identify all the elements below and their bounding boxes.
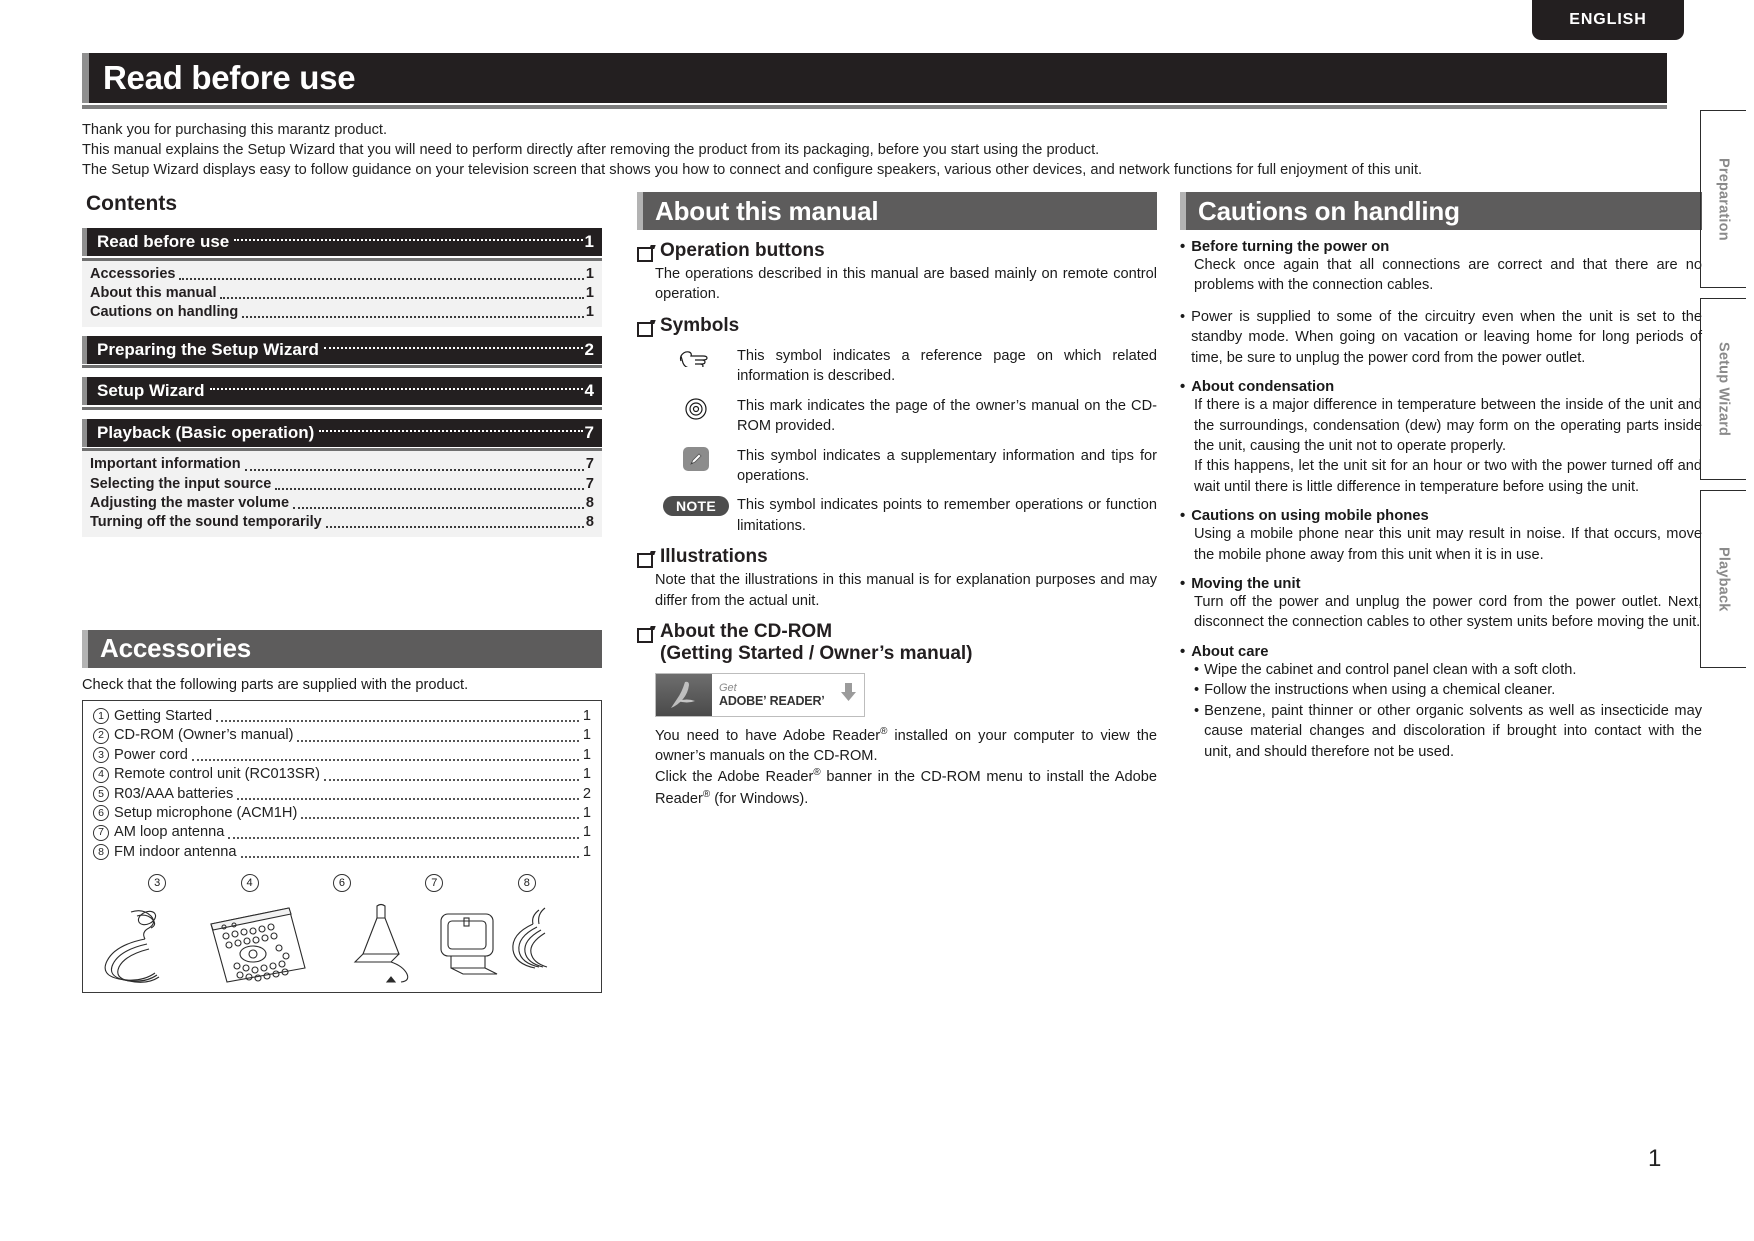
symbol-row-tip [655,446,1157,487]
column-right [1180,192,1702,773]
accessory-item [93,746,591,765]
caution-title: Cautions on using mobile phones [1191,508,1429,525]
caution-subitem [1194,701,1702,762]
toc-subentry-label: Important information [90,456,241,473]
symbol-cdrom-text: This mark indicates the page of the owner’s manual on the CD-ROM provided. [737,397,1157,435]
toc-subentry-page: 7 [585,475,594,492]
operation-buttons-text: The operations described in this manual are based mainly on remote control operation. [655,266,1157,303]
item-qty: 1 [582,804,591,821]
cdrom-p2-b: banner in the CD-ROM menu to install the Adobe Reader [655,769,1157,807]
symbol-row-reference [655,346,1157,387]
page-number: 1 [1648,1145,1662,1172]
caution-subitem [1194,660,1702,680]
item-qty: 1 [582,727,591,744]
toc-subentry-page: 1 [585,303,594,320]
language-tab-label: ENGLISH [1569,11,1647,28]
caution-item [1180,379,1702,497]
intro-line-2: This manual explains the Setup Wizard that you will need to perform directly after removing the product from its packaging, before you start using the product. [82,142,1100,159]
toc-subentry-label: About this manual [90,284,217,301]
cdrom-paragraph-1 [655,725,1157,767]
adobe-pdf-icon [656,674,712,716]
cautions-heading: Cautions on handling [1198,195,1460,226]
accessory-item [93,804,591,823]
accessory-item [93,785,591,804]
symbols-title: Symbols [660,314,740,336]
leader-dots [326,526,584,528]
operation-buttons-heading [637,240,1157,262]
about-manual-heading: About this manual [655,195,879,226]
illustrations-heading [637,546,1157,568]
accessory-item [93,726,591,745]
toc-entry-read-before-use[interactable] [82,228,602,256]
caution-body: Check once again that all connections are correct and that there are no problems with the connection cables. [1194,257,1702,294]
caution-body: Power is supplied to some of the circuitry even when the unit is set to the standby mode. When going on vacation or leaving home for long periods of time, be sure to unplug the power cord from the power outlet. [1191,308,1702,366]
toc-subentry-label: Turning off the sound temporarily [90,513,322,530]
toc-rule [82,365,602,368]
bullet-icon: • [1180,643,1186,660]
cd-disc-icon [655,396,737,421]
registered-mark: ® [880,725,888,737]
toc-subentry-page: 8 [585,513,594,530]
note-badge: NOTE [663,496,729,516]
leader-dots [275,488,584,490]
pointing-hand-icon [655,346,737,367]
leader-dots [324,347,583,349]
column-left [82,192,602,993]
toc-block [82,377,602,410]
toc-entry-page: 1 [584,232,594,251]
illustration-number: 3 [148,874,166,892]
accessories-box [82,700,602,993]
toc-subentry[interactable] [90,265,594,284]
pencil-tip-icon [683,447,709,471]
cdrom-paragraph-2 [655,766,1157,809]
item-number: 6 [93,805,109,821]
page-title [82,53,1667,109]
accessory-item [93,765,591,784]
leader-dots [241,856,579,858]
fm-indoor-antenna-icon [513,908,547,968]
toc-block [82,228,602,327]
leader-dots [216,720,579,722]
toc-entry-label: Playback (Basic operation) [97,422,315,442]
caution-subitem-text: Follow the instructions when using a chemical cleaner. [1204,682,1556,699]
accessory-item [93,823,591,842]
bullet-icon: • [1180,239,1186,255]
language-tab [1532,0,1684,40]
bullet-icon: • [1180,576,1186,593]
registered-mark: ® [813,767,821,779]
illustration-artwork [93,896,591,984]
cdrom-p2-c: (for Windows). [710,790,809,807]
symbol-row-note [655,495,1157,536]
toc-subentry-page: 1 [585,284,594,301]
registered-mark: ® [702,788,711,800]
toc-subentry[interactable] [90,455,594,474]
bullet-icon: • [1194,702,1200,719]
toc-subentry-page: 7 [585,456,594,473]
toc-subentry-page: 8 [585,494,594,511]
leader-dots [245,469,584,471]
caution-item [1180,307,1702,368]
setup-microphone-icon [355,905,408,983]
about-manual-section-header [637,192,1157,230]
item-label: Remote control unit (RC013SR) [114,766,321,783]
toc-entry-label: Read before use [97,232,230,251]
symbols-heading [637,315,1157,337]
leader-dots [228,837,579,839]
bullet-icon: • [1180,379,1186,396]
caution-subitem [1194,680,1702,700]
item-qty: 1 [582,766,591,783]
item-label: Setup microphone (ACM1H) [114,804,298,821]
bullet-icon: • [1180,508,1186,525]
illustration-number: 7 [425,874,443,892]
leader-dots [293,507,584,509]
caution-item [1180,239,1702,296]
accessories-section-header [82,630,602,668]
item-label: Power cord [114,746,188,763]
leader-dots [301,817,579,819]
cdrom-title-line1: About the CD-ROM [660,621,833,643]
item-label: Getting Started [114,707,213,724]
toc-subentry-page: 1 [585,265,594,282]
cautions-section-header [1180,192,1702,230]
toc-entry-playback[interactable] [82,419,602,447]
page-title-rule [82,105,1667,109]
symbol-row-cdrom [655,396,1157,437]
contents-heading: Contents [82,192,183,218]
caution-subitem-text: Benzene, paint thinner or other organic solvents as well as insecticide may cause material changes and discoloration if brought into contact with the unit, and should therefore not be used. [1204,702,1702,760]
caution-title: About condensation [1191,379,1335,396]
illustration-number: 8 [518,874,536,892]
cdrom-heading [637,621,1157,665]
item-number: 8 [93,844,109,860]
leader-dots [179,278,583,280]
item-qty: 1 [582,707,591,724]
leader-dots [297,740,578,742]
bullet-icon: • [1194,682,1200,699]
square-bullet-icon [637,628,653,643]
accessories-artwork-svg [93,896,563,984]
caution-title: About care [1191,643,1269,660]
toc-subentry[interactable] [90,513,594,532]
bullet-icon: • [1194,661,1200,678]
item-label: FM indoor antenna [114,843,237,860]
leader-dots [319,430,582,432]
adobe-get-label: Get [719,681,737,694]
page-title-text: Read before use [103,59,356,96]
toc-subentry[interactable] [90,475,594,494]
accessory-item [93,707,591,726]
symbol-tip-text: This symbol indicates a supplementary information and tips for operations. [737,447,1157,484]
cdrom-p1-b: installed on your computer to view the owner’s manuals on the CD-ROM. [655,727,1157,765]
illustration-number: 6 [333,874,351,892]
toc-entry-label: Preparing the Setup Wizard [97,339,319,359]
bullet-icon: • [1180,308,1186,325]
accessories-illustration [93,874,591,984]
caution-body: Turn off the power and unplug the power cord from the power outlet. Next, disconnect the connection cables to other system units before moving the unit. [1194,594,1702,631]
toc-entry-label: Setup Wizard [97,381,205,401]
leader-dots [220,297,583,299]
download-arrow-icon [840,682,857,707]
leader-dots [192,759,579,761]
symbol-note-text: This symbol indicates points to remember operations or function limitations. [737,497,1157,534]
adobe-reader-label: ADOBEʼ READERʼ [719,693,825,708]
intro-line-1: Thank you for purchasing this marantz product. [82,122,388,138]
cdrom-p1-a: You need to have Adobe Reader [655,727,881,744]
leader-dots [237,798,579,800]
illustrations-title: Illustrations [660,546,768,568]
am-loop-antenna-icon [441,914,497,974]
leader-dots [242,316,584,318]
toc-rule [82,407,602,410]
caution-title: Before turning the power on [1191,239,1390,255]
item-qty: 1 [582,824,591,841]
toc-entry-page: 2 [584,339,594,359]
adobe-reader-banner[interactable] [655,673,865,717]
column-middle [637,192,1157,809]
caution-body-2: If this happens, let the unit sit for an hour or two with the power turned off and wait until there is little difference in temperature before using the unit. [1194,458,1702,495]
toc-entry-preparing-setup-wizard[interactable] [82,336,602,364]
page-title-bar [82,53,1667,103]
toc-subentry-label: Adjusting the master volume [90,494,290,511]
toc-subentry[interactable] [90,494,594,513]
item-number: 5 [93,786,109,802]
toc-entry-page: 4 [584,381,594,401]
toc-sublist [82,261,602,327]
item-label: CD-ROM (Owner’s manual) [114,727,294,744]
toc-block [82,336,602,369]
caution-item [1180,576,1702,633]
leader-dots [210,388,583,390]
side-tab-rail [1700,110,1746,678]
illustration-number-row [93,874,591,892]
square-bullet-icon [637,247,653,262]
side-tab-label: Playback [1715,546,1732,612]
square-bullet-icon [637,553,653,568]
item-number: 4 [93,767,109,783]
toc-block [82,419,602,537]
toc-entry-page: 7 [584,422,594,442]
toc-subentry-label: Cautions on handling [90,303,239,320]
side-tab-setup-wizard[interactable] [1700,298,1746,480]
item-qty: 1 [582,843,591,860]
item-number: 7 [93,825,109,841]
square-bullet-icon [637,322,653,337]
illustration-number: 4 [241,874,259,892]
accessories-heading: Accessories [100,633,252,664]
toc-entry-setup-wizard[interactable] [82,377,602,405]
item-label: AM loop antenna [114,824,225,841]
caution-title: Moving the unit [1191,576,1301,593]
toc-subentry[interactable] [90,303,594,322]
symbol-reference-text: This symbol indicates a reference page on which related information is described. [737,347,1157,385]
caution-subitem-text: Wipe the cabinet and control panel clean with a soft cloth. [1204,661,1577,678]
toc-subentry-label: Accessories [90,265,176,282]
power-cord-icon [105,909,159,983]
illustrations-text: Note that the illustrations in this manual is for explanation purposes and may differ from the actual unit. [655,572,1157,609]
side-tab-playback[interactable] [1700,490,1746,668]
operation-buttons-title: Operation buttons [660,240,825,261]
accessory-item [93,843,591,862]
toc-sublist [82,451,602,537]
toc-subentry[interactable] [90,284,594,303]
side-tab-preparation[interactable] [1700,110,1746,288]
item-qty: 1 [582,746,591,763]
leader-dots [324,779,579,781]
accessories-lead-text: Check that the following parts are supplied with the product. [82,676,469,693]
cdrom-title-line2: (Getting Started / Owner’s manual) [660,642,973,664]
toc-subentry-label: Selecting the input source [90,475,272,492]
leader-dots [234,239,582,241]
item-label: R03/AAA batteries [114,785,234,802]
side-tab-label: Preparation [1715,157,1732,241]
item-qty: 2 [582,785,591,802]
intro-line-3: The Setup Wizard displays easy to follow guidance on your television screen that shows you how to connect and configure speakers, various other devices, and network functions for full enjoyment of this unit. [82,162,1423,179]
item-number: 3 [93,747,109,763]
caution-item [1180,644,1702,762]
intro-paragraph [82,120,1672,180]
item-number: 2 [93,728,109,744]
caution-body: Using a mobile phone near this unit may result in noise. If that occurs, move the mobile phone away from this unit when it is in use. [1194,526,1702,563]
remote-control-icon [211,908,305,982]
caution-item [1180,508,1702,565]
caution-body: If there is a major difference in temperature between the inside of the unit and the surroundings, condensation (dew) may form on the operating parts inside the unit, causing the unit not to operate properly. [1194,397,1702,454]
item-number: 1 [93,708,109,724]
cdrom-p2-a: Click the Adobe Reader [655,769,814,786]
side-tab-label: Setup Wizard [1715,341,1732,437]
